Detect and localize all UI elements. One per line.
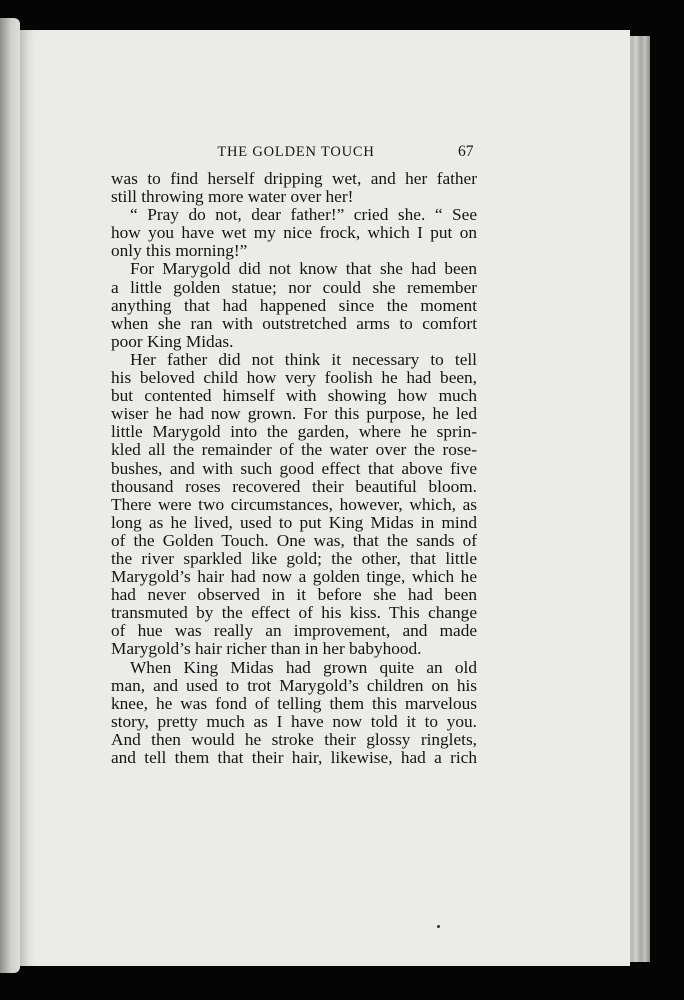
text-line: long as he lived, used to put King Midas in mind	[111, 512, 477, 532]
text-line: And then would he stroke their glossy ringlets,	[111, 729, 477, 749]
text-line: transmuted by the effect of his kiss. This change	[111, 603, 477, 623]
text-line: Marygold’s hair had now a golden tinge, which he	[111, 567, 477, 587]
text-line: and tell them that their hair, likewise, had a rich	[111, 748, 477, 767]
text-line: had never observed in it before she had been	[111, 585, 477, 605]
running-title: THE GOLDEN TOUCH	[217, 144, 375, 160]
text-line: anything that had happened since the moment	[111, 295, 477, 315]
text-line: kled all the remainder of the water over the rose-	[111, 440, 477, 460]
text-line: There were two circumstances, however, which, as	[111, 494, 477, 514]
paper-speck	[437, 925, 440, 928]
text-line: how you have wet my nice frock, which I put on	[111, 223, 477, 243]
text-line: of hue was really an improvement, and made	[111, 621, 477, 641]
text-line: was to find herself dripping wet, and her father	[111, 169, 477, 188]
text-line: the river sparkled like gold; the other, that little	[111, 548, 477, 568]
text-line: when she ran with outstretched arms to comfort	[111, 313, 477, 333]
page-number: 67	[458, 143, 474, 160]
text-line: man, and used to trot Marygold’s children on his	[111, 675, 477, 695]
text-line: wiser he had now grown. For this purpose, he led	[111, 404, 477, 424]
text-line: poor King Midas.	[111, 331, 234, 351]
text-line: “ Pray do not, dear father!” cried she. “ See	[130, 205, 477, 225]
text-line: a little golden statue; nor could she remember	[111, 277, 477, 297]
text-line: story, pretty much as I have now told it to you.	[111, 711, 477, 731]
text-line: but contented himself with showing how much	[111, 386, 477, 406]
text-line: Her father did not think it necessary to tell	[130, 349, 477, 369]
text-line: of the Golden Touch. One was, that the sands of	[111, 530, 477, 550]
text-line: little Marygold into the garden, where he sprin-	[111, 422, 477, 442]
text-line: bushes, and with such good effect that above five	[111, 458, 477, 478]
text-line: When King Midas had grown quite an old	[130, 657, 477, 677]
text-line: Marygold’s hair richer than in her babyhood.	[111, 639, 422, 659]
running-head	[0, 144, 684, 164]
text-line: For Marygold did not know that she had been	[130, 259, 477, 279]
body-text	[111, 170, 477, 767]
text-line: only this morning!”	[111, 241, 248, 261]
text-line: knee, he was fond of telling them this marvelous	[111, 693, 477, 713]
text-line: thousand roses recovered their beautiful bloom.	[111, 476, 477, 496]
text-line: his beloved child how very foolish he had been,	[111, 368, 477, 388]
text-line: still throwing more water over her!	[111, 187, 354, 207]
